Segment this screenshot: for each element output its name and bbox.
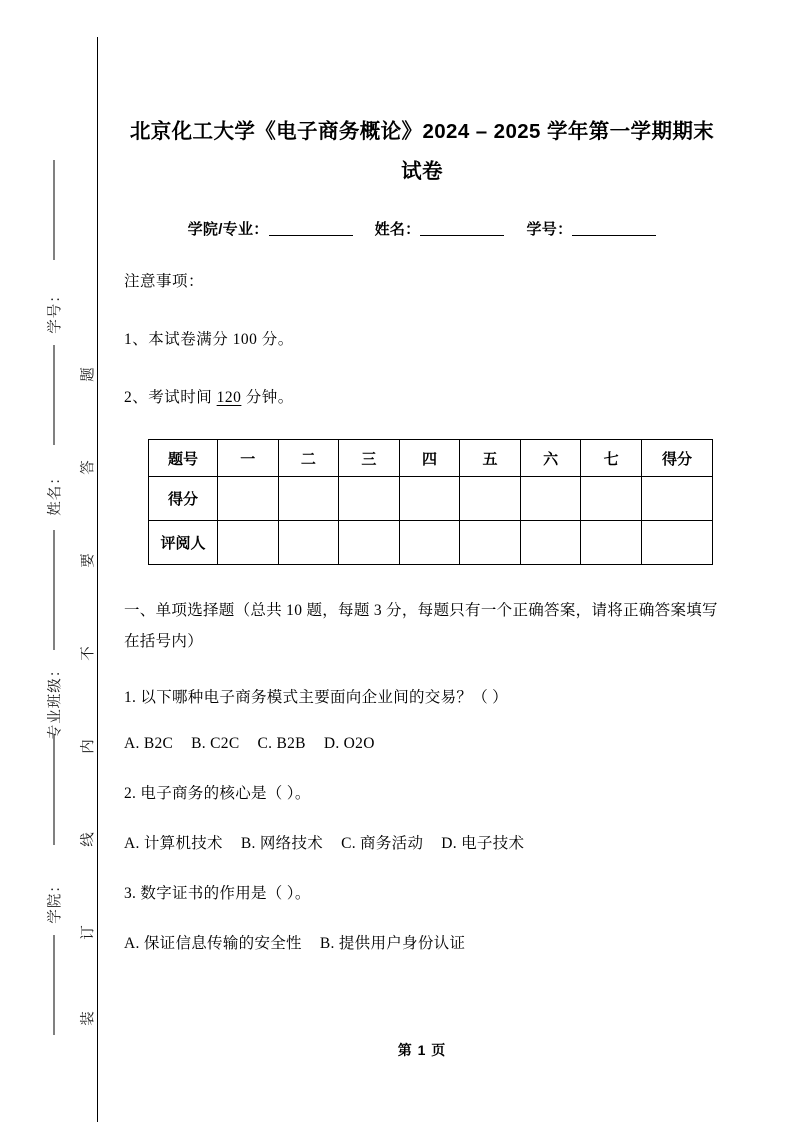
option-a[interactable]: A. B2C [124, 735, 174, 752]
score-table-cell-total[interactable] [642, 521, 713, 565]
binding-label-college: 学院： [47, 877, 64, 924]
score-table-cell[interactable] [339, 477, 400, 521]
binding-char: 线 [80, 832, 97, 847]
option-b[interactable]: B. 提供用户身份认证 [319, 935, 466, 952]
notice-duration-prefix: 2、考试时间 [124, 389, 217, 406]
binding-char: 订 [80, 925, 97, 940]
binding-segment [54, 345, 55, 445]
score-table-cell-total: 得分 [642, 440, 713, 477]
notice-item-duration [124, 349, 720, 407]
score-table-cell[interactable] [339, 521, 400, 565]
binding-segment [54, 735, 55, 845]
option-a[interactable]: A. 保证信息传输的安全性 [124, 935, 302, 952]
score-table-rowhead: 得分 [149, 477, 218, 521]
score-table-cell[interactable] [278, 477, 339, 521]
score-table-cell: 五 [460, 440, 521, 477]
binding-label-class: 专业班级： [47, 661, 64, 740]
score-table-cell: 四 [399, 440, 460, 477]
score-table-cell[interactable] [399, 521, 460, 565]
option-a[interactable]: A. 计算机技术 [124, 835, 223, 852]
question-options-1 [124, 707, 720, 753]
option-c[interactable]: C. B2B [257, 735, 306, 752]
binding-outer-column [30, 0, 78, 1122]
score-table-cell[interactable] [581, 477, 642, 521]
notice-duration-suffix: 分钟。 [241, 389, 294, 406]
score-table-cell: 七 [581, 440, 642, 477]
page-footer: 第 1 页 [397, 1042, 447, 1058]
score-table-cell[interactable] [399, 477, 460, 521]
score-table-cell[interactable] [581, 521, 642, 565]
section-one-heading: 一、单项选择题（总共 10 题，每题 3 分，每题只有一个正确答案，请将正确答案填写在括号内） [124, 602, 718, 650]
binding-label-student-id: 学号： [47, 287, 64, 334]
binding-char: 装 [80, 1011, 97, 1026]
notice-item-text: 1、本试卷满分 100 分。 [124, 331, 294, 348]
binding-segment [54, 530, 55, 650]
score-table-cell[interactable] [460, 477, 521, 521]
binding-inner-column [74, 0, 100, 1122]
option-d[interactable]: D. 电子技术 [441, 835, 525, 852]
score-table-rowhead: 评阅人 [149, 521, 218, 565]
question-stem-1: 1. 以下哪种电子商务模式主要面向企业间的交易？（ ） [124, 689, 508, 706]
score-table-cell[interactable] [278, 521, 339, 565]
score-table [148, 439, 713, 565]
score-table-cell: 二 [278, 440, 339, 477]
question-stem-2: 2. 电子商务的核心是（ ）。 [124, 785, 311, 802]
score-table-cell: 六 [520, 440, 581, 477]
exam-content [124, 0, 720, 953]
college-major-label: 学院/专业： [187, 221, 269, 238]
college-major-blank[interactable] [269, 235, 353, 236]
score-table-cell[interactable] [460, 521, 521, 565]
binding-segment [54, 160, 55, 260]
question-stem-3: 3. 数字证书的作用是（ ）。 [124, 885, 311, 902]
binding-char: 题 [80, 367, 97, 382]
student-info-line [124, 192, 720, 239]
score-table-cell[interactable] [520, 521, 581, 565]
binding-segment [54, 935, 55, 1035]
notice-heading: 注意事项： [124, 273, 205, 290]
name-label: 姓名： [374, 221, 421, 238]
notice-duration-value: 120 [216, 389, 242, 406]
option-b[interactable]: B. 网络技术 [240, 835, 324, 852]
option-b[interactable]: B. C2C [191, 735, 240, 752]
question-options-3 [124, 903, 720, 953]
binding-label-name: 姓名： [47, 469, 64, 516]
score-table-rowhead: 题号 [149, 440, 218, 477]
table-row [149, 521, 713, 565]
table-row [149, 477, 713, 521]
score-table-cell-total[interactable] [642, 477, 713, 521]
student-id-blank[interactable] [572, 235, 656, 236]
score-table-cell: 三 [339, 440, 400, 477]
option-d[interactable]: D. O2O [323, 735, 375, 752]
name-blank[interactable] [420, 235, 504, 236]
score-table-cell[interactable] [218, 477, 279, 521]
binding-char: 内 [80, 739, 97, 754]
score-table-cell[interactable] [218, 521, 279, 565]
page-title: 北京化工大学《电子商务概论》2024 – 2025 学年第一学期期末试卷 [129, 120, 715, 183]
student-id-label: 学号： [526, 221, 573, 238]
binding-char: 不 [80, 646, 97, 661]
option-c[interactable]: C. 商务活动 [341, 835, 424, 852]
binding-char: 答 [80, 460, 97, 475]
binding-char: 要 [80, 553, 97, 568]
score-table-cell: 一 [218, 440, 279, 477]
notice-item-total-score [124, 291, 720, 349]
score-table-cell[interactable] [520, 477, 581, 521]
table-row [149, 440, 713, 477]
question-options-2 [124, 803, 720, 853]
